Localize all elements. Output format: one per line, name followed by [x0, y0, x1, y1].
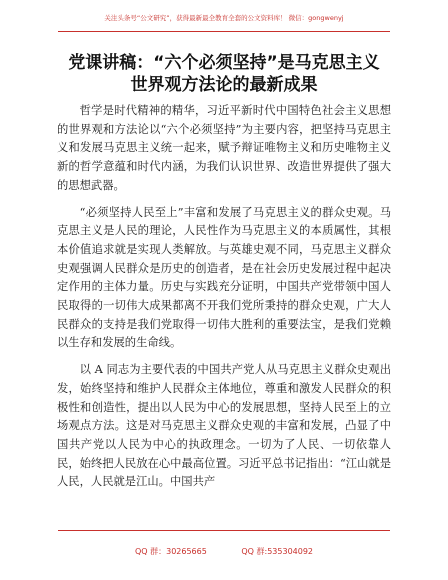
paragraph: “必须坚持人民至上”丰富和发展了马克思主义的群众史观。马克思主义是人民的理论，人民性作为马克思主义的本质属性，其根本价值追求就是实现人类解放。与英雄史观不同，马克思主义群众史观强调人民群众是历史的创造者，是在社会历史发展过程中起决定作用的主体力量。历史与实践充分证明，中国共产党带领中国人民取得的一切伟大成果都离不开我们党所秉持的群众史观，广大人民群众的支持是我们党取得一切伟大胜利的重要法宝，是我们党赖以生存和发展的生命线。 [57, 205, 391, 350]
qq-group-1: QQ 群：30265665 [134, 547, 207, 556]
footer-contacts [0, 546, 448, 557]
paragraph: 哲学是时代精神的精华，习近平新时代中国特色社会主义思想的世界观和方法论以“六个必须坚持”为主要内容，把坚持马克思主义和发展马克思主义统一起来，赋予辩证唯物主义和历史唯物主义新的哲学意蕴和时代内涵，为我们认识世界、改造世界提供了强大的思想武器。 [57, 104, 391, 192]
document-title: 党课讲稿：“六个必须坚持”是马克思主义世界观方法论的最新成果 [68, 53, 380, 95]
header-notice: 关注头条号“公文研究”，获得最新最全教育全套的公文资料库！ 微信：gongwenyj [104, 14, 344, 22]
header-divider [58, 31, 390, 32]
footer-divider [58, 530, 390, 531]
document-body [57, 102, 391, 500]
paragraph: 以 A 同志为主要代表的中国共产党人从马克思主义群众史观出发，始终坚持和维护人民群众主体地位，尊重和激发人民群众的积极性和创造性，提出以人民为中心的发展思想，坚持人民至上的立场观点方法。这是对马克思主义群众史观的丰富和发展，凸显了中国共产党以人民为中心的执政理念。一切为了人民、一切依靠人民，始终把人民放在心中最高位置。习近平总书记指出：“江山就是人民，人民就是江山。中国共产 [57, 363, 391, 489]
page-footer [0, 530, 448, 580]
page-header [0, 0, 448, 34]
qq-group-2: QQ 群:535304092 [241, 547, 314, 556]
